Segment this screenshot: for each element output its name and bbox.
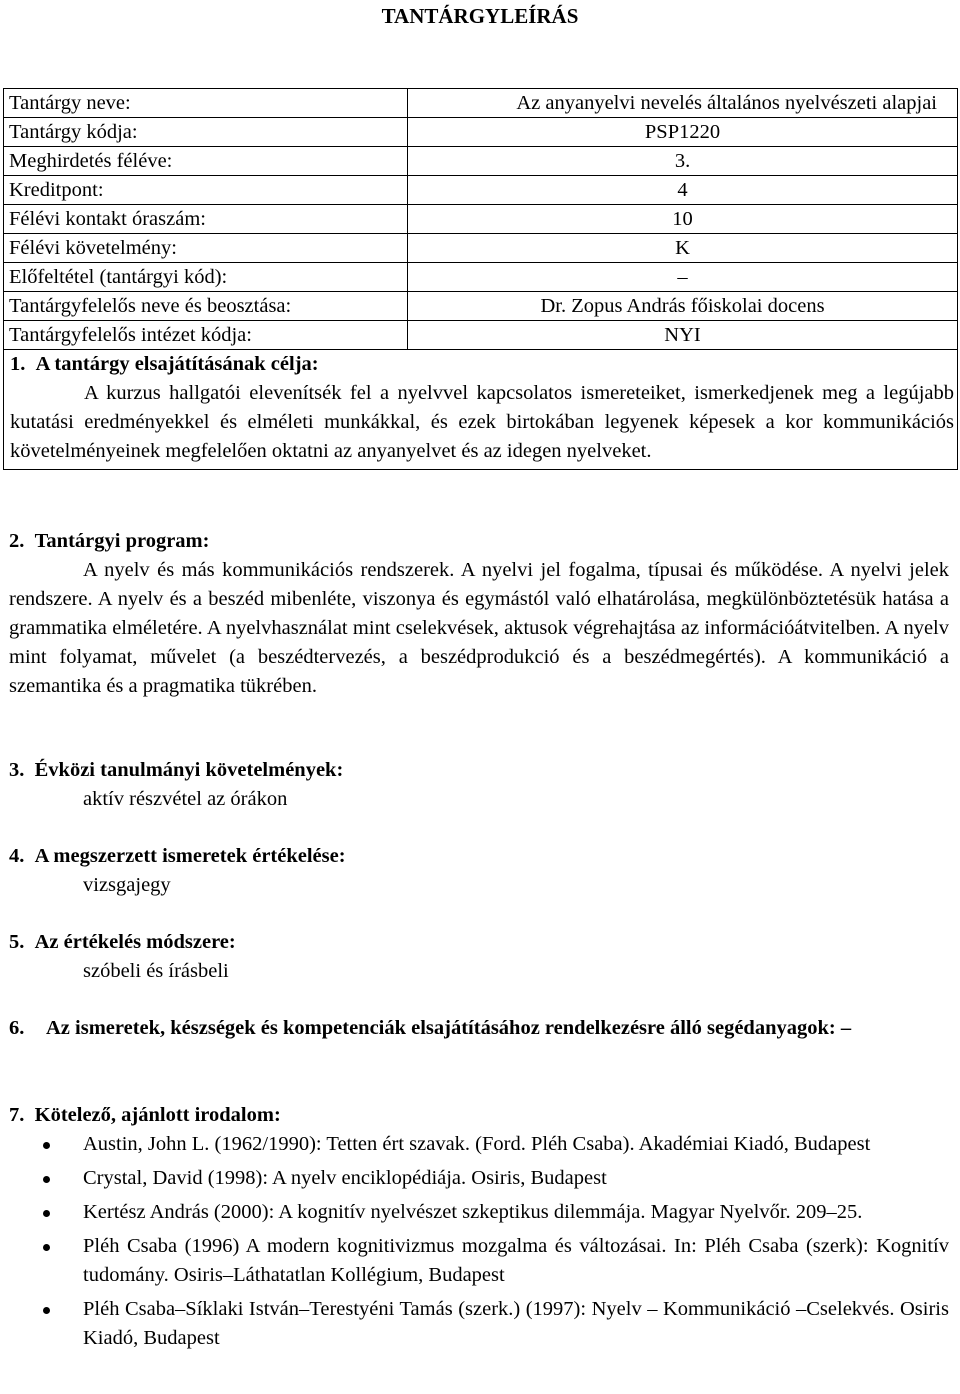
literature-text: Crystal, David (1998): A nyelv enciklopédiája. Osiris, Budapest (83, 1167, 607, 1189)
table-row (4, 89, 958, 118)
list-item (9, 1295, 949, 1353)
section-number: 4. (9, 845, 25, 867)
section-program-text: A nyelv és más kommunikációs rendszerek. A nyelvi jel fogalma, típusai és működése. A nyelvi jelek rendszere. A nyelv és a beszéd mibenléte, viszonya és egymástól való elhatárolása, megkülönböztetésük hatása a grammatika elméletére. A nyelvhasználat mint cselekvések, aktusok végrehajtása az információátvitelben. A nyelv mint folyamat, művelet (a beszédtervezés, a beszédprodukció és a beszédmegértés). A kommunikáció a szemantika és a pragmatika tükrében. (9, 559, 949, 697)
course-name-label: Tantárgy neve: (4, 89, 408, 118)
section-program-heading (9, 527, 949, 556)
literature-text: Pléh Csaba (1996) A modern kognitivizmus mozgalma és változásai. In: Pléh Csaba (szerk): Kognitív tudomány. Osiris–Láthatatlan Kollégium, Budapest (83, 1235, 949, 1286)
course-info-table (3, 88, 958, 470)
section-title: Tantárgyi program: (34, 530, 210, 552)
prerequisite-label: Előfeltétel (tantárgyi kód): (4, 263, 408, 292)
section-literature-heading (9, 1101, 949, 1130)
literature-text: Kertész András (2000): A kognitív nyelvészet szkeptikus dilemmája. Magyar Nyelvőr. 209–25. (83, 1201, 863, 1223)
section-number: 6. (9, 1017, 25, 1039)
literature-text: Austin, John L. (1962/1990): Tetten ért szavak. (Ford. Pléh Csaba). Akadémiai Kiadó, Budapest (83, 1133, 871, 1155)
table-row (4, 147, 958, 176)
table-row (4, 205, 958, 234)
course-code-value: PSP1220 (408, 118, 958, 147)
table-row (4, 234, 958, 263)
section-title: A tantárgy elsajátításának célja: (35, 353, 319, 375)
section-goal-heading (10, 350, 954, 379)
section-requirements-heading (9, 756, 949, 785)
section-number: 5. (9, 931, 25, 953)
literature-list (9, 1130, 949, 1353)
contact-hours-value: 10 (408, 205, 958, 234)
table-row (4, 321, 958, 350)
table-row (4, 176, 958, 205)
credit-value: 4 (408, 176, 958, 205)
section-number: 7. (9, 1104, 25, 1126)
list-item (9, 1130, 949, 1159)
section-method (9, 928, 949, 986)
section-method-heading (9, 928, 949, 957)
responsible-value: Dr. Zopus András főiskolai docens (408, 292, 958, 321)
list-item (9, 1198, 949, 1227)
table-row (4, 350, 958, 470)
literature-text: Pléh Csaba–Síklaki István–Terestyéni Tamás (szerk.) (1997): Nyelv – Kommunikáció –Cselekvés. Osiris Kiadó, Budapest (83, 1298, 949, 1349)
bullet-icon (43, 1176, 50, 1183)
section-title: A megszerzett ismeretek értékelése: (34, 845, 346, 867)
semester-value: 3. (408, 147, 958, 176)
table-row (4, 263, 958, 292)
section-number: 3. (9, 759, 25, 781)
section-title: Az értékelés módszere: (34, 931, 236, 953)
section-number: 1. (10, 353, 26, 375)
table-row (4, 118, 958, 147)
section-assessment-text: vizsgajegy (83, 874, 171, 896)
document-title: TANTÁRGYLEÍRÁS (381, 4, 579, 28)
section-goal (4, 350, 958, 470)
section-materials (9, 1014, 949, 1043)
section-number: 2. (9, 530, 25, 552)
section-assessment-heading (9, 842, 949, 871)
institute-code-value: NYI (408, 321, 958, 350)
credit-label: Kreditpont: (4, 176, 408, 205)
semester-label: Meghirdetés féléve: (4, 147, 408, 176)
list-item (9, 1164, 949, 1193)
section-requirements-text: aktív részvétel az órákon (83, 788, 288, 810)
section-materials-heading (9, 1014, 949, 1043)
requirement-label: Félévi követelmény: (4, 234, 408, 263)
course-code-label: Tantárgy kódja: (4, 118, 408, 147)
table-row (4, 292, 958, 321)
section-assessment (9, 842, 949, 900)
responsible-label: Tantárgyfelelős neve és beosztása: (4, 292, 408, 321)
section-method-text: szóbeli és írásbeli (83, 960, 229, 982)
section-requirements (9, 756, 949, 814)
course-name-value: Az anyanyelvi nevelés általános nyelvészeti alapjai (408, 89, 958, 118)
bullet-icon (43, 1210, 50, 1217)
bullet-icon (43, 1244, 50, 1251)
section-goal-text: A kurzus hallgatói elevenítsék fel a nyelvvel kapcsolatos ismereteiket, ismerkedjenek meg a legújabb kutatási eredményekkel és elméleti munkákkal, és ezek birtokában legyenek képesek a kor kommunikációs követelményeinek megfelelően oktatni az anyanyelvet és az idegen nyelveket. (10, 382, 954, 462)
list-item (9, 1232, 949, 1290)
contact-hours-label: Félévi kontakt óraszám: (4, 205, 408, 234)
section-literature (9, 1101, 949, 1358)
bullet-icon (43, 1307, 50, 1314)
section-title: Évközi tanulmányi követelmények: (34, 759, 344, 781)
section-program (9, 527, 949, 701)
bullet-icon (43, 1142, 50, 1149)
institute-code-label: Tantárgyfelelős intézet kódja: (4, 321, 408, 350)
section-title: Az ismeretek, készségek és kompetenciák elsajátításához rendelkezésre álló segédanyagok: – (46, 1017, 852, 1039)
requirement-value: K (408, 234, 958, 263)
section-title: Kötelező, ajánlott irodalom: (34, 1104, 281, 1126)
prerequisite-value: – (408, 263, 958, 292)
